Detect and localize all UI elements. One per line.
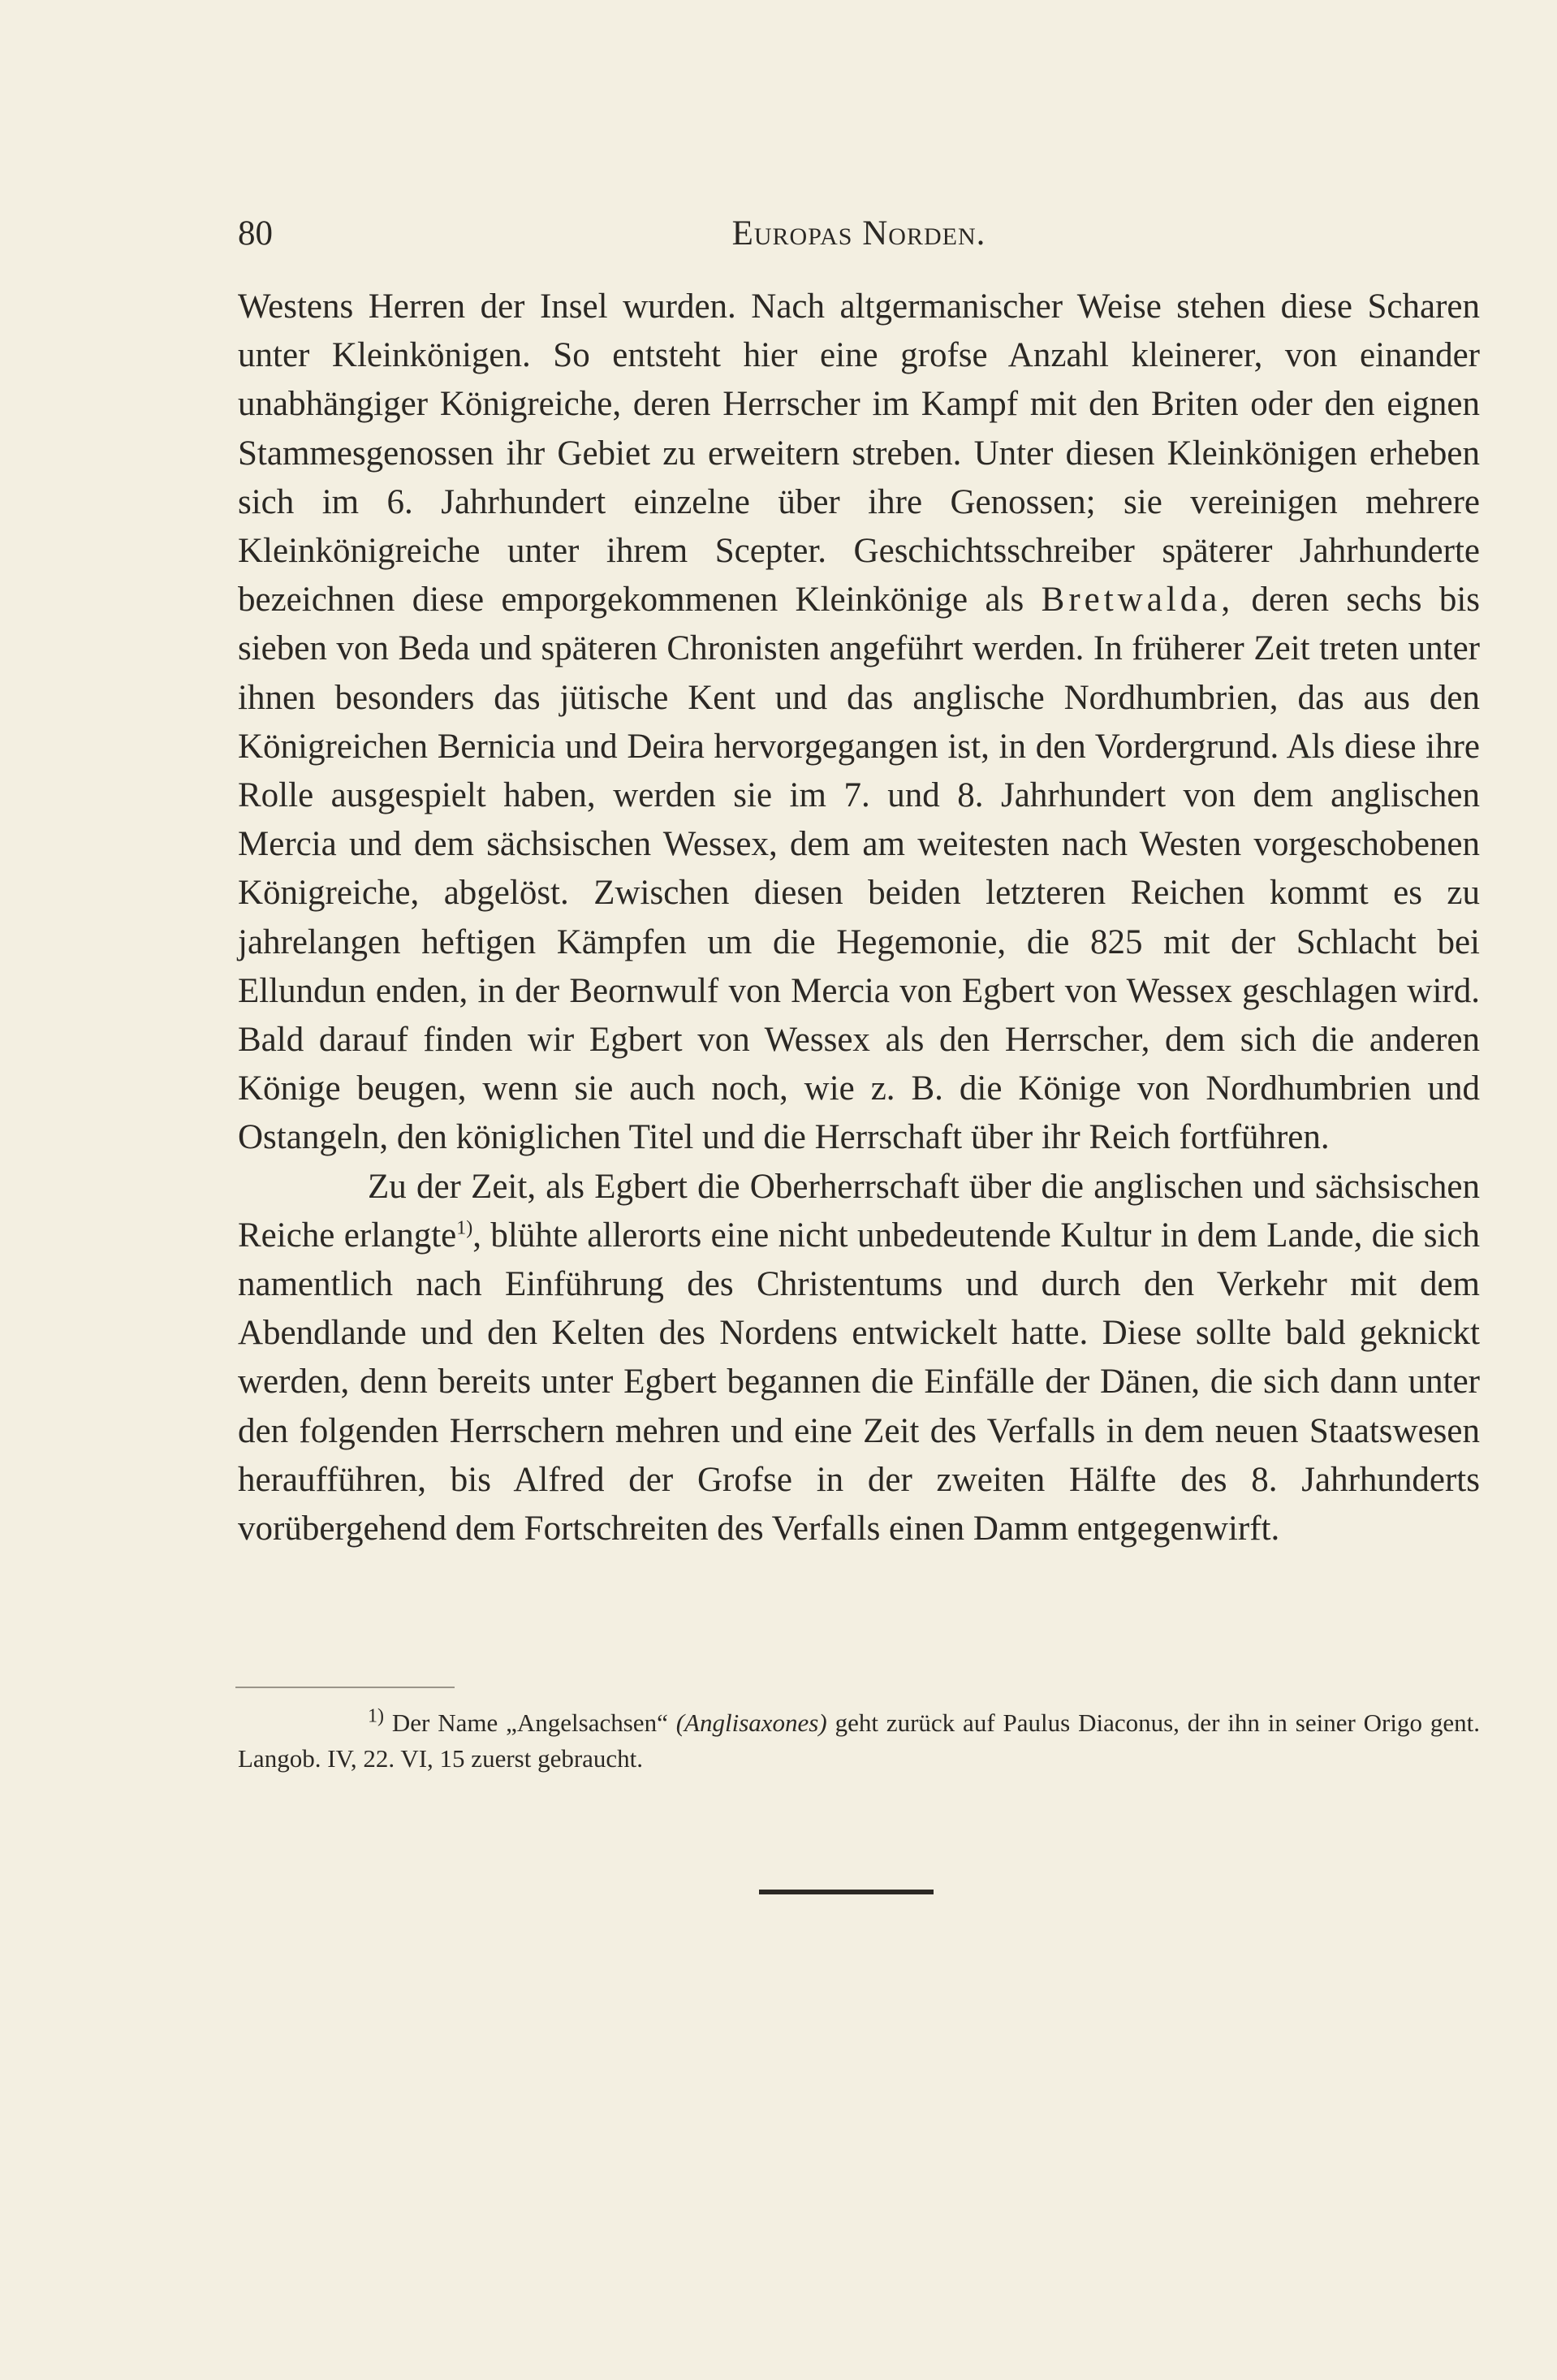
footnote-text-part: geht zurück auf Paulus Diaconus, der ihn in seiner Origo gent. Langob. IV, 22. VI, 15 zuerst gebraucht.	[238, 1708, 1481, 1773]
page-header	[238, 209, 1480, 258]
paragraph	[238, 1163, 1480, 1554]
emphasized-term: Bretwalda,	[1041, 581, 1235, 620]
end-divider	[759, 1890, 934, 1894]
paragraph	[238, 283, 1480, 1163]
footnote-reference: 1)	[456, 1217, 473, 1239]
body-text	[238, 283, 1480, 1553]
paragraph-text: Zu der Zeit, als Egbert die Oberherrschaft über die anglischen und sächsischen Reiche erlangte	[238, 1167, 1480, 1255]
footnote-text	[238, 1705, 1480, 1777]
footnote-latin-term: (Anglisaxones)	[675, 1708, 827, 1737]
footnote-mark: 1)	[368, 1705, 384, 1727]
footnote-divider	[235, 1687, 455, 1688]
running-head: Europas Norden.	[731, 214, 986, 253]
footnote-text-part: Der Name „Angelsachsen“	[384, 1708, 676, 1737]
paragraph-text: deren sechs bis sieben von Beda und späteren Chronisten angeführt werden. In früherer Zeit treten unter ihnen besonders das jütische Kent und das anglische Nordhumbrien, das aus den Königreichen Bernicia und Deira hervorgegangen ist, in den Vordergrund. Als diese ihre Rolle ausgespielt haben, werden sie im 7. und 8. Jahrhundert von dem anglischen Mercia und dem sächsischen Wessex, dem am weitesten nach Westen vorgeschobenen Königreiche, abgelöst. Zwischen diesen beiden letzteren Reichen kommt es zu jahrelangen heftigen Kämpfen um die Hegemonie, die 825 mit der Schlacht bei Ellundun enden, in der Beornwulf von Mercia von Egbert von Wessex geschlagen wird. Bald darauf finden wir Egbert von Wessex als den Herrscher, dem sich die anderen Könige beugen, wenn sie auch noch, wie z. B. die Könige von Nordhumbrien und Ostangeln, den königlichen Titel und die Herrschaft über ihr Reich fortführen.	[238, 581, 1481, 1157]
footnote	[238, 1705, 1480, 1777]
paragraph-text: Westens Herren der Insel wurden. Nach altgermanischer Weise stehen diese Scharen unter Kleinkönigen. So entsteht hier eine grofse Anzahl kleinerer, von einander unabhängiger Königreiche, deren Herrscher im Kampf mit den Briten oder den eignen Stammesgenossen ihr Gebiet zu erweitern streben. Unter diesen Kleinkönigen erheben sich im 6. Jahrhundert einzelne über ihre Genossen; sie vereinigen mehrere Kleinkönigreiche unter ihrem Scepter. Geschichtsschreiber späterer Jahrhunderte bezeichnen diese emporgekommenen Kleinkönige als	[238, 287, 1480, 620]
paragraph-text: , blühte allerorts eine nicht unbedeutende Kultur in dem Lande, die sich namentlich nach Einführung des Christentums und durch den Verkehr mit dem Abendlande und den Kelten des Nordens entwickelt hatte. Diese sollte bald geknickt werden, denn bereits unter Egbert begannen die Einfälle der Dänen, die sich dann unter den folgenden Herrschern mehren und eine Zeit des Verfalls in dem neuen Staatswesen heraufführen, bis Alfred der Grofse in der zweiten Hälfte des 8. Jahrhunderts vorübergehend dem Fortschreiten des Verfalls einen Damm entgegenwirft.	[238, 1216, 1480, 1549]
page-number: 80	[238, 214, 273, 253]
